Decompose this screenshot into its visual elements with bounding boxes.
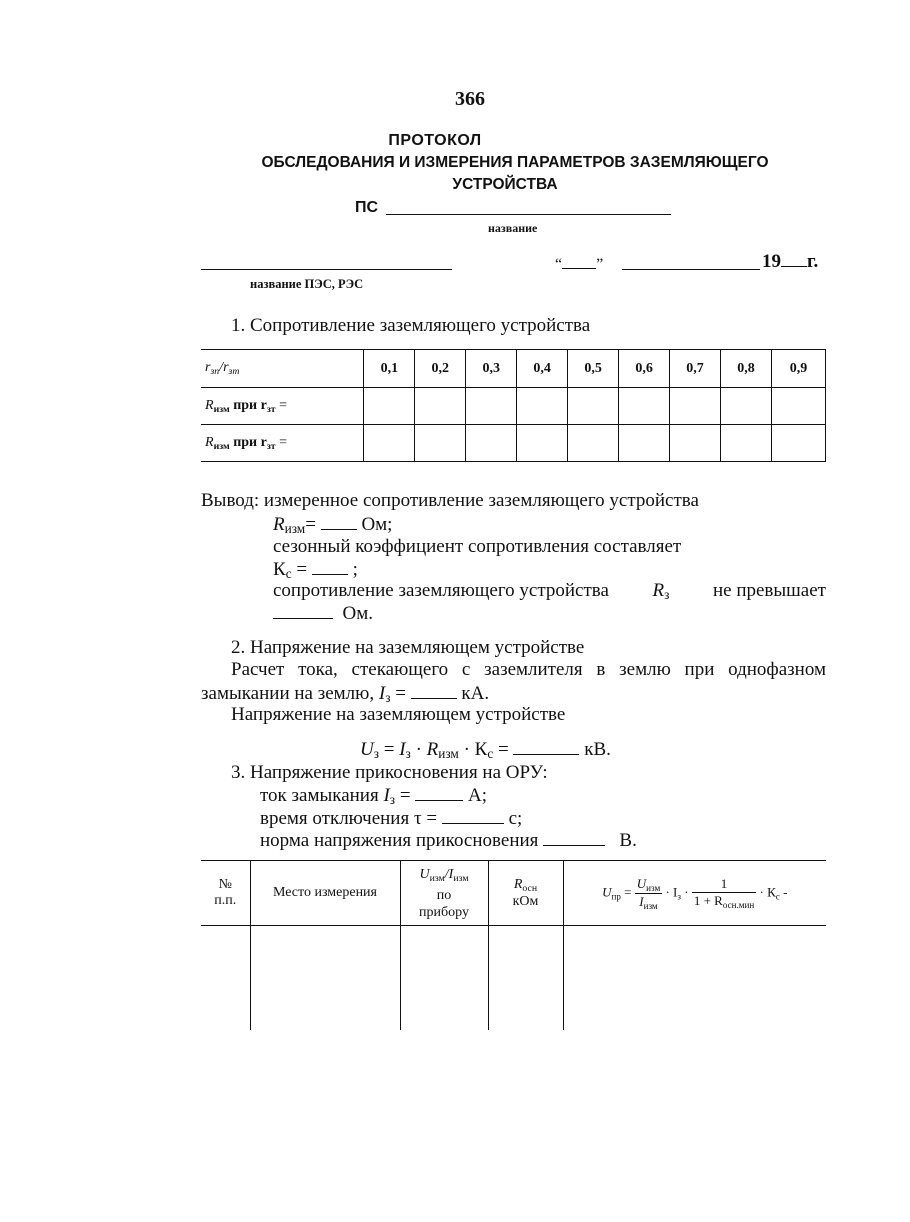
date-day-blank — [562, 252, 596, 269]
value-cell — [670, 388, 721, 425]
value-cell — [466, 388, 517, 425]
touch-voltage-table — [201, 860, 826, 1030]
ratio-value-cell: 0,6 — [619, 350, 670, 388]
value-cell — [488, 926, 563, 1031]
ratio-value-cell: 0,4 — [517, 350, 568, 388]
table-row — [201, 425, 826, 462]
section3-current: ток замыкания $I_з = А$; — [260, 785, 488, 807]
conclusion-line3: сезонный коэффициент сопротивления составляет — [273, 536, 682, 557]
section2-para1a: Расчет тока, стекающего с заземлителя в землю при однофазном — [231, 659, 826, 680]
row-label-cell: $R_{изм}$ при $r_{зт}$ = — [201, 388, 364, 425]
value-cell — [771, 388, 825, 425]
ratio-value-cell: 0,9 — [771, 350, 825, 388]
conclusion-line1: Вывод: измеренное сопротивление заземляющего устройства — [201, 490, 699, 511]
value-cell — [400, 926, 488, 1031]
col-formula-header: $U_{пр}$ = $\frac{U_{изм}}{I_{изм}}$ · $I_з$ · $\frac{1}{1 + R_{осн.мин}}$ · $К_с$ - — [563, 861, 826, 926]
ps-name-field — [386, 214, 671, 215]
table-row — [201, 388, 826, 425]
ratio-value-cell: 0,8 — [721, 350, 772, 388]
row-label-cell: $R_{изм}$ при $r_{зт}$ = — [201, 425, 364, 462]
value-cell — [466, 425, 517, 462]
conclusion-resistance: $R_{изм}=$ Ом; — [273, 514, 393, 536]
org-caption: название ПЭС, РЭС — [250, 277, 364, 291]
conclusion-line6: Ом. — [273, 602, 373, 625]
value-cell — [568, 425, 619, 462]
value-cell — [517, 425, 568, 462]
section3-time: время отключения τ = с; — [260, 808, 523, 829]
year-blank — [781, 250, 807, 267]
date-year — [762, 250, 818, 273]
page-number: 366 — [455, 88, 485, 110]
ratio-header-cell: $r_{зп}/r_{зт}$ — [201, 350, 364, 388]
protocol-subtitle-line1: ОБСЛЕДОВАНИЯ И ИЗМЕРЕНИЯ ПАРАМЕТРОВ ЗАЗЕМЛЯЮЩЕГО — [261, 154, 769, 171]
value-cell — [568, 388, 619, 425]
table-row — [201, 350, 826, 388]
value-cell — [415, 425, 466, 462]
value-cell — [364, 388, 415, 425]
year-prefix: 19 — [762, 251, 781, 272]
value-cell — [721, 425, 772, 462]
col-location-header: Место измерения — [250, 861, 400, 926]
date-open-quote: “ — [555, 256, 563, 273]
value-cell — [670, 425, 721, 462]
year-suffix: г. — [807, 251, 819, 272]
section3-heading: 3. Напряжение прикосновения на ОРУ: — [231, 762, 548, 783]
table-row — [201, 926, 826, 1031]
section2-para1b: замыкании на землю, $I_з$ = кА. — [201, 683, 490, 705]
ratio-value-cell: 0,2 — [415, 350, 466, 388]
value-cell — [517, 388, 568, 425]
org-name-field — [201, 269, 452, 270]
section2-para2: Напряжение на заземляющем устройстве — [231, 704, 566, 725]
section3-norm: норма напряжения прикосновения В. — [260, 830, 637, 851]
ratio-value-cell: 0,7 — [670, 350, 721, 388]
value-cell — [619, 425, 670, 462]
value-cell — [364, 425, 415, 462]
ratio-value-cell: 0,1 — [364, 350, 415, 388]
conclusion-kc: $К_с$ = ; — [273, 559, 358, 581]
value-cell — [771, 425, 825, 462]
col-number-header: № п.п. — [201, 861, 250, 926]
value-cell — [201, 926, 250, 1031]
date-field — [555, 252, 603, 274]
date-month-blank — [622, 269, 760, 270]
ps-label: ПС — [355, 199, 379, 216]
ratio-value-cell: 0,3 — [466, 350, 517, 388]
ratio-value-cell: 0,5 — [568, 350, 619, 388]
protocol-subtitle-line2: УСТРОЙСТВА — [452, 176, 558, 193]
col-measured-header: $U_{изм}/I_{изм}$ по прибору — [400, 861, 488, 926]
value-cell — [250, 926, 400, 1031]
section1-heading: 1. Сопротивление заземляющего устройства — [231, 315, 591, 336]
value-cell — [415, 388, 466, 425]
protocol-title: ПРОТОКОЛ — [388, 132, 482, 149]
value-cell — [721, 388, 772, 425]
ps-caption: название — [488, 221, 538, 235]
voltage-formula: $U_з = I_з \cdot R_{изм} \cdot К_с$ = кВ. — [360, 739, 611, 761]
section2-heading: 2. Напряжение на заземляющем устройстве — [231, 637, 585, 658]
conclusion-line5: сопротивление заземляющего устройства $R_з$ не превышает — [273, 580, 826, 602]
resistance-table — [201, 349, 826, 462]
value-cell — [563, 926, 826, 1031]
table-row — [201, 861, 826, 926]
col-resistance-header: $R_{осн}$ кОм — [488, 861, 563, 926]
date-close-quote: ” — [596, 256, 604, 273]
value-cell — [619, 388, 670, 425]
